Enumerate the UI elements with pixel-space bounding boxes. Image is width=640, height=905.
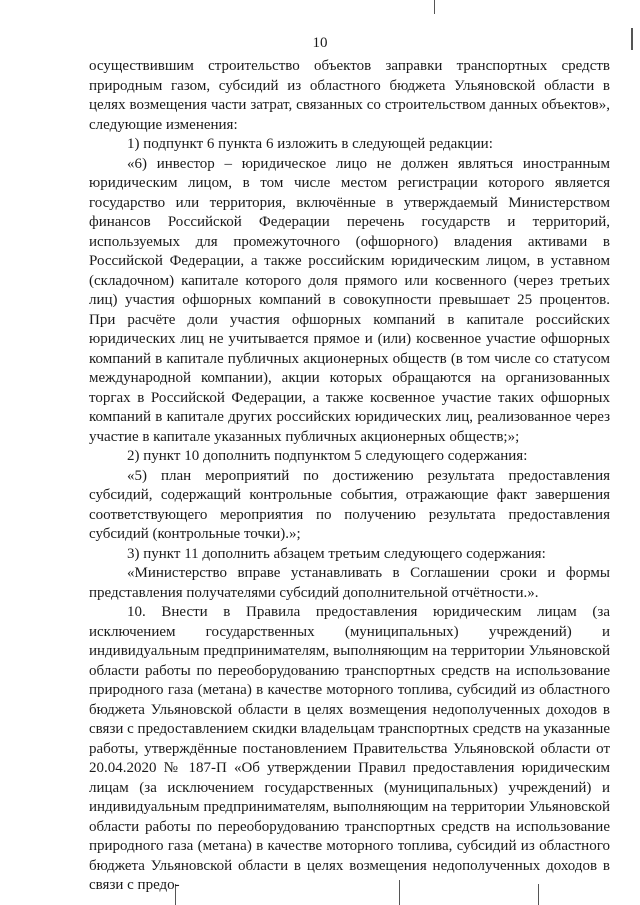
paragraph: 1) подпункт 6 пункта 6 изложить в следующей редакции:: [127, 136, 493, 152]
paragraph: 2) пункт 10 дополнить подпунктом 5 следующего содержания:: [127, 448, 528, 464]
document-body: [89, 57, 610, 896]
paragraph: «5) план мероприятий по достижению результата предоставления субсидий, содержащий контрольные события, отражающие факт завершения соответствующего мероприятия по получению результата предоставления субсидий (контрольные точки).»;: [89, 467, 610, 542]
paragraph: 3) пункт 11 дополнить абзацем третьим следующего содержания:: [127, 545, 546, 562]
scan-mark-top: [434, 0, 435, 14]
page-number: 10: [312, 35, 328, 51]
paragraph: 10. Внести в Правила предоставления юридическим лицам (за исключением государственных (муниципальных) учреждений) и индивидуальным предпринимателям, выполняющим на территории Ульяновской области работы по переоборудованию транспортных средств на использование природного газа (метана) в качестве моторного топлива, субсидий из областного бюджета Ульяновской области в целях возмещения недополученных доходов в связи с предоставлением скидки владельцам транспортных средств на указанные работы, утверждённые постановлением Правительства Ульяновской области от 20.04.2020 № 187-П «Об утверждении Правил предоставления юридическим лицам (за исключением государственных (муниципальных) учреждений) и индивидуальным предпринимателям, выполняющим на территории Ульяновской области работы по переоборудованию транспортных средств на использование природного газа (метана) в качестве моторного топлива, субсидий из областного бюджета Ульяновской области в целях возмещения недополученных доходов в связи с предо-: [89, 604, 610, 893]
paragraph: «6) инвестор – юридическое лицо не должен являться иностранным юридическим лицом, в том числе местом регистрации которого является государство или территория, включённые в утверждаемый Министерством финансов Российской Федерации перечень государств и территорий, используемых для промежуточного (офшорного) владения активами в Российской Федерации, а также российским юридическим лицом, в уставном (складочном) капитале которого доля прямого или косвенного (через третьих лиц) участия офшорных компаний в совокупности превышает 25 процентов. При расчёте доли участия офшорных компаний в капитале российских юридических лиц не учитывается прямое и (или) косвенное участие офшорных компаний в капитале публичных акционерных обществ (в том числе со статусом международной компании), акции которых обращаются на организованных торгах в Российской Федерации, а также косвенное участие таких офшорных компаний в капитале других российских юридических лиц, реализованное через участие в капитале указанных публичных акционерных обществ;»;: [89, 155, 610, 445]
paragraph: «Министерство вправе устанавливать в Соглашении сроки и формы представления получателями субсидий дополнительной отчётности.».: [89, 565, 610, 601]
paragraph: осуществившим строительство объектов заправки транспортных средств природным газом, субсидий из областного бюджета Ульяновской области в целях возмещения части затрат, связанных со строительством данных объектов», следующие изменения:: [89, 58, 610, 133]
